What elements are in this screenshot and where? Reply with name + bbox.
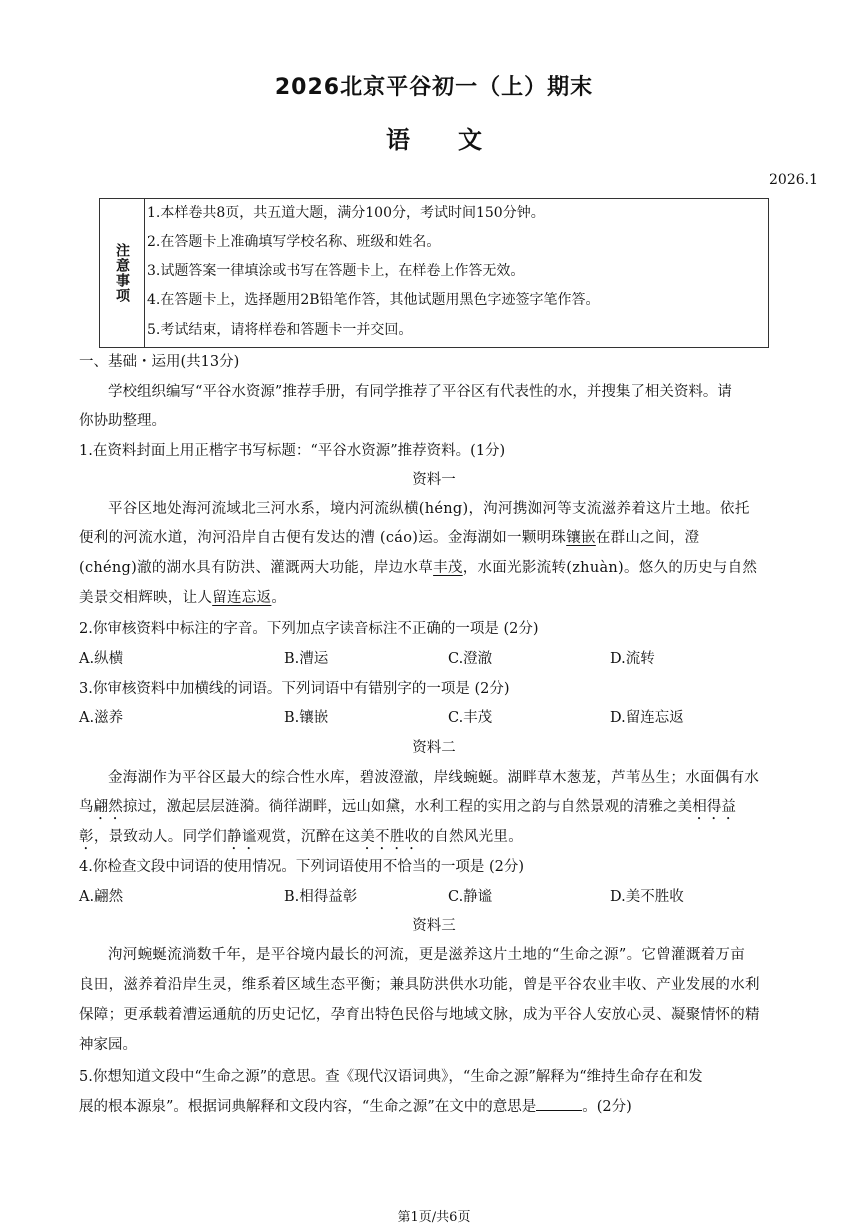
q2-option-b[interactable]: B.漕运 bbox=[284, 651, 329, 667]
material-1-line: 平谷区地处海河流域北三河水系，境内河流纵横(héng)，泃河携洳河等支流滋养着这片土地。依托 bbox=[108, 501, 750, 517]
q4-option-a[interactable]: A.翩然 bbox=[79, 889, 124, 905]
question-5-line bbox=[79, 1095, 632, 1116]
material-3-title: 资料三 bbox=[412, 918, 456, 934]
text-run: (chéng)澈的湖水具有防洪、灌溉两大功能，岸边水草 bbox=[79, 560, 434, 576]
dotted-word: 翩然 bbox=[93, 799, 123, 815]
dotted-word: 彰 bbox=[79, 829, 94, 845]
material-2-line bbox=[79, 825, 523, 853]
notice-label: 注意事项 bbox=[114, 243, 130, 303]
subject-title: 语 文 bbox=[386, 126, 482, 154]
q3-option-d[interactable]: D.留连忘返 bbox=[610, 710, 684, 726]
material-1-title: 资料一 bbox=[412, 472, 456, 488]
q2-option-a[interactable]: A.纵横 bbox=[79, 651, 124, 667]
material-3-line: 神家园。 bbox=[79, 1037, 137, 1053]
material-1-line bbox=[79, 526, 699, 547]
question-3-stem: 3.你审核资料中加横线的词语。下列词语中有错别字的一项是 (2分) bbox=[79, 681, 510, 697]
q3-option-c[interactable]: C.丰茂 bbox=[448, 710, 493, 726]
notice-item: 4.在答题卡上，选择题用2B铅笔作答，其他试题用黑色字迹签字笔作答。 bbox=[147, 292, 600, 308]
question-1: 1.在资料封面上用正楷字书写标题：“平谷水资源”推荐资料。(1分) bbox=[79, 443, 506, 459]
q3-option-a[interactable]: A.滋养 bbox=[79, 710, 124, 726]
question-5-line: 5.你想知道文段中“生命之源”的意思。查《现代汉语词典》，“生命之源”解释为“维持生命存在和发 bbox=[79, 1069, 703, 1085]
intro-line: 学校组织编写“平谷水资源”推荐手册，有同学推荐了平谷区有代表性的水，并搜集了相关资料。请 bbox=[108, 384, 732, 400]
answer-blank[interactable] bbox=[536, 1096, 582, 1111]
q2-option-c[interactable]: C.澄澈 bbox=[448, 651, 493, 667]
question-2-stem: 2.你审核资料中标注的字音。下列加点字读音标注不正确的一项是 (2分) bbox=[79, 621, 539, 637]
text-run: 的自然风光里。 bbox=[419, 829, 524, 845]
material-3-line: 良田，滋养着沿岸生灵，维系着区域生态平衡；兼具防洪供水功能，曾是平谷农业丰收、产业发展的水利 bbox=[79, 977, 760, 993]
text-run: 。(2分) bbox=[582, 1099, 632, 1115]
notice-item: 1.本样卷共8页，共五道大题，满分100分，考试时间150分钟。 bbox=[147, 205, 545, 221]
material-3-line: 泃河蜿蜒流淌数千年，是平谷境内最长的河流，更是滋养这片土地的“生命之源”。它曾灌溉着万亩 bbox=[108, 947, 746, 963]
notice-box bbox=[99, 198, 769, 348]
material-1-line bbox=[79, 586, 286, 607]
q2-option-d[interactable]: D.流转 bbox=[610, 651, 655, 667]
section-heading: 一、基础・运用(共13分) bbox=[79, 354, 240, 370]
dotted-word: 相得益 bbox=[692, 799, 737, 815]
text-run: 。 bbox=[271, 590, 287, 606]
notice-item: 3.试题答案一律填涂或书写在答题卡上，在样卷上作答无效。 bbox=[147, 263, 525, 279]
text-run: 展的根本源泉”。根据词典解释和文段内容，“生命之源”在文中的意思是 bbox=[79, 1099, 537, 1115]
question-4-stem: 4.你检查文段中词语的使用情况。下列词语使用不恰当的一项是 (2分) bbox=[79, 859, 524, 875]
material-3-line: 保障；更承载着漕运通航的历史记忆，孕育出特色民俗与地域文脉，成为平谷人安放心灵、凝聚情怀的精 bbox=[79, 1007, 760, 1023]
q4-option-b[interactable]: B.相得益彰 bbox=[284, 889, 358, 905]
exam-date: 2026.1 bbox=[769, 172, 818, 188]
material-2-title: 资料二 bbox=[412, 740, 456, 756]
underlined-word: 丰茂 bbox=[433, 560, 463, 576]
material-1-line bbox=[79, 556, 757, 577]
text-run: ，景致动人。同学们 bbox=[93, 829, 228, 845]
underlined-word: 留连忘返 bbox=[212, 590, 272, 606]
q4-option-c[interactable]: C.静谧 bbox=[448, 889, 493, 905]
notice-label-cell bbox=[100, 199, 145, 347]
dotted-word: 静谧 bbox=[227, 829, 257, 845]
notice-item: 5.考试结束，请将样卷和答题卡一并交回。 bbox=[147, 322, 413, 338]
page-footer: 第1页/共6页 bbox=[397, 1210, 471, 1225]
text-run: 掠过，激起层层涟漪。徜徉湖畔，远山如黛，水利工程的实用之韵与自然景观的清雅之美 bbox=[122, 799, 693, 815]
q4-option-d[interactable]: D.美不胜收 bbox=[610, 889, 684, 905]
text-run: 鸟 bbox=[79, 799, 94, 815]
text-run: 在群山之间，澄 bbox=[595, 530, 700, 546]
text-run: 美景交相辉映，让人 bbox=[79, 590, 213, 606]
underlined-word: 镶嵌 bbox=[566, 530, 596, 546]
q3-option-b[interactable]: B.镶嵌 bbox=[284, 710, 329, 726]
material-2-line: 金海湖作为平谷区最大的综合性水库，碧波澄澈，岸线蜿蜒。湖畔草木葱茏，芦苇丛生；水面偶有水 bbox=[108, 770, 760, 786]
exam-title: 2026北京平谷初一（上）期末 bbox=[274, 75, 594, 100]
text-run: 便利的河流水道，泃河沿岸自古便有发达的漕 (cáo)运。金海湖如一颗明珠 bbox=[79, 530, 567, 546]
material-2-line bbox=[79, 795, 736, 823]
text-run: ，水面光影流转(zhuàn)。悠久的历史与自然 bbox=[462, 560, 758, 576]
dotted-word: 美不胜收 bbox=[360, 829, 420, 845]
notice-item: 2.在答题卡上准确填写学校名称、班级和姓名。 bbox=[147, 234, 441, 250]
intro-line: 你协助整理。 bbox=[79, 413, 166, 429]
text-run: 观赏，沉醉在这 bbox=[256, 829, 361, 845]
